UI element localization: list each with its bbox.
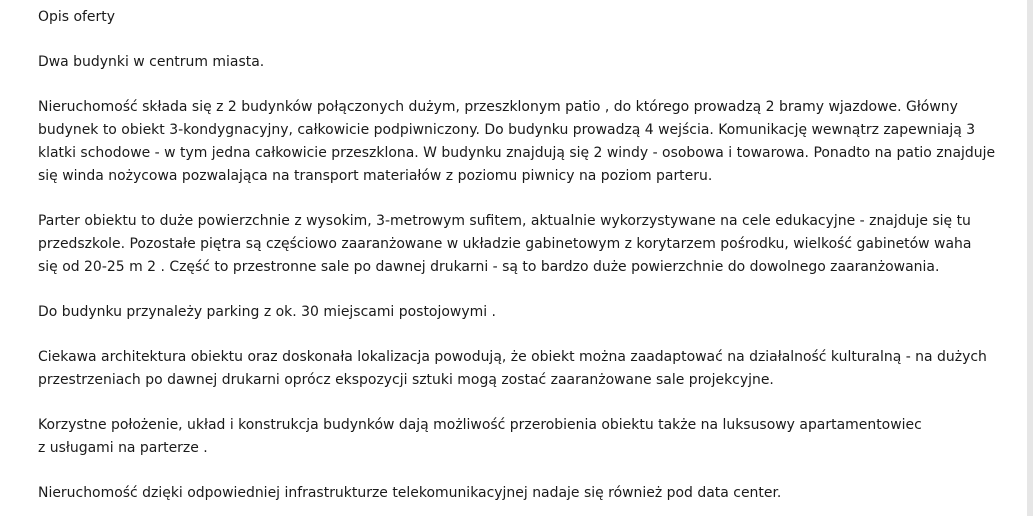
paragraph-line: Korzystne położenie, układ i konstrukcja budynków dają możliwość przerobienia obiektu także na luksusowy apartamentowiec — [38, 417, 922, 433]
offer-paragraph-architecture — [38, 346, 996, 392]
paragraph-line: Ciekawa architektura obiektu oraz doskonała lokalizacja powodują, że obiekt można zaadaptować na działalność kulturalną - na dużych — [38, 349, 987, 365]
paragraph-line: przestrzeniach po dawnej drukarni oprócz ekspozycji sztuki mogą zostać zaaranżowane sale projekcyjne. — [38, 372, 774, 388]
paragraph-line: z usługami na parterze . — [38, 440, 208, 456]
offer-description-title: Opis oferty — [38, 9, 116, 25]
paragraph-line: Nieruchomość dzięki odpowiedniej infrastrukturze telekomunikacyjnej nadaje się również pod data center. — [38, 485, 782, 501]
offer-paragraph-intro — [38, 51, 996, 74]
paragraph-line: Dwa budynki w centrum miasta. — [38, 54, 265, 70]
paragraph-line: przedszkole. Pozostałe piętra są częściowo zaaranżowane w układzie gabinetowym z korytarzem pośrodku, wielkość gabinetów waha — [38, 236, 972, 252]
offer-paragraph-buildings — [38, 96, 996, 188]
page-scrollbar[interactable] — [1027, 0, 1033, 516]
offer-paragraph-datacenter — [38, 482, 996, 505]
paragraph-line: Nieruchomość składa się z 2 budynków połączonych dużym, przeszklonym patio , do którego prowadzą 2 bramy wjazdowe. Główny — [38, 99, 958, 115]
offer-description — [38, 6, 996, 505]
paragraph-line: się od 20-25 m 2 . Część to przestronne sale po dawnej drukarni - są to bardzo duże powierzchnie do dowolnego zaaranżowania. — [38, 259, 940, 275]
paragraph-line: się winda nożycowa pozwalająca na transport materiałów z poziomu piwnicy na poziom parteru. — [38, 168, 713, 184]
offer-paragraph-parking — [38, 301, 996, 324]
paragraph-line: Do budynku przynależy parking z ok. 30 miejscami postojowymi . — [38, 304, 496, 320]
paragraph-line: budynek to obiekt 3-kondygnacyjny, całkowicie podpiwniczony. Do budynku prowadzą 4 wejścia. Komunikację wewnątrz zapewniają 3 — [38, 122, 976, 138]
offer-paragraph-apartments — [38, 414, 996, 460]
paragraph-line: Parter obiektu to duże powierzchnie z wysokim, 3-metrowym sufitem, aktualnie wykorzystywane na cele edukacyjne - znajduje się tu — [38, 213, 971, 229]
paragraph-line: klatki schodowe - w tym jedna całkowicie przeszklona. W budynku znajdują się 2 windy - osobowa i towarowa. Ponadto na patio znajduje — [38, 145, 996, 161]
offer-paragraph-floors — [38, 210, 996, 279]
